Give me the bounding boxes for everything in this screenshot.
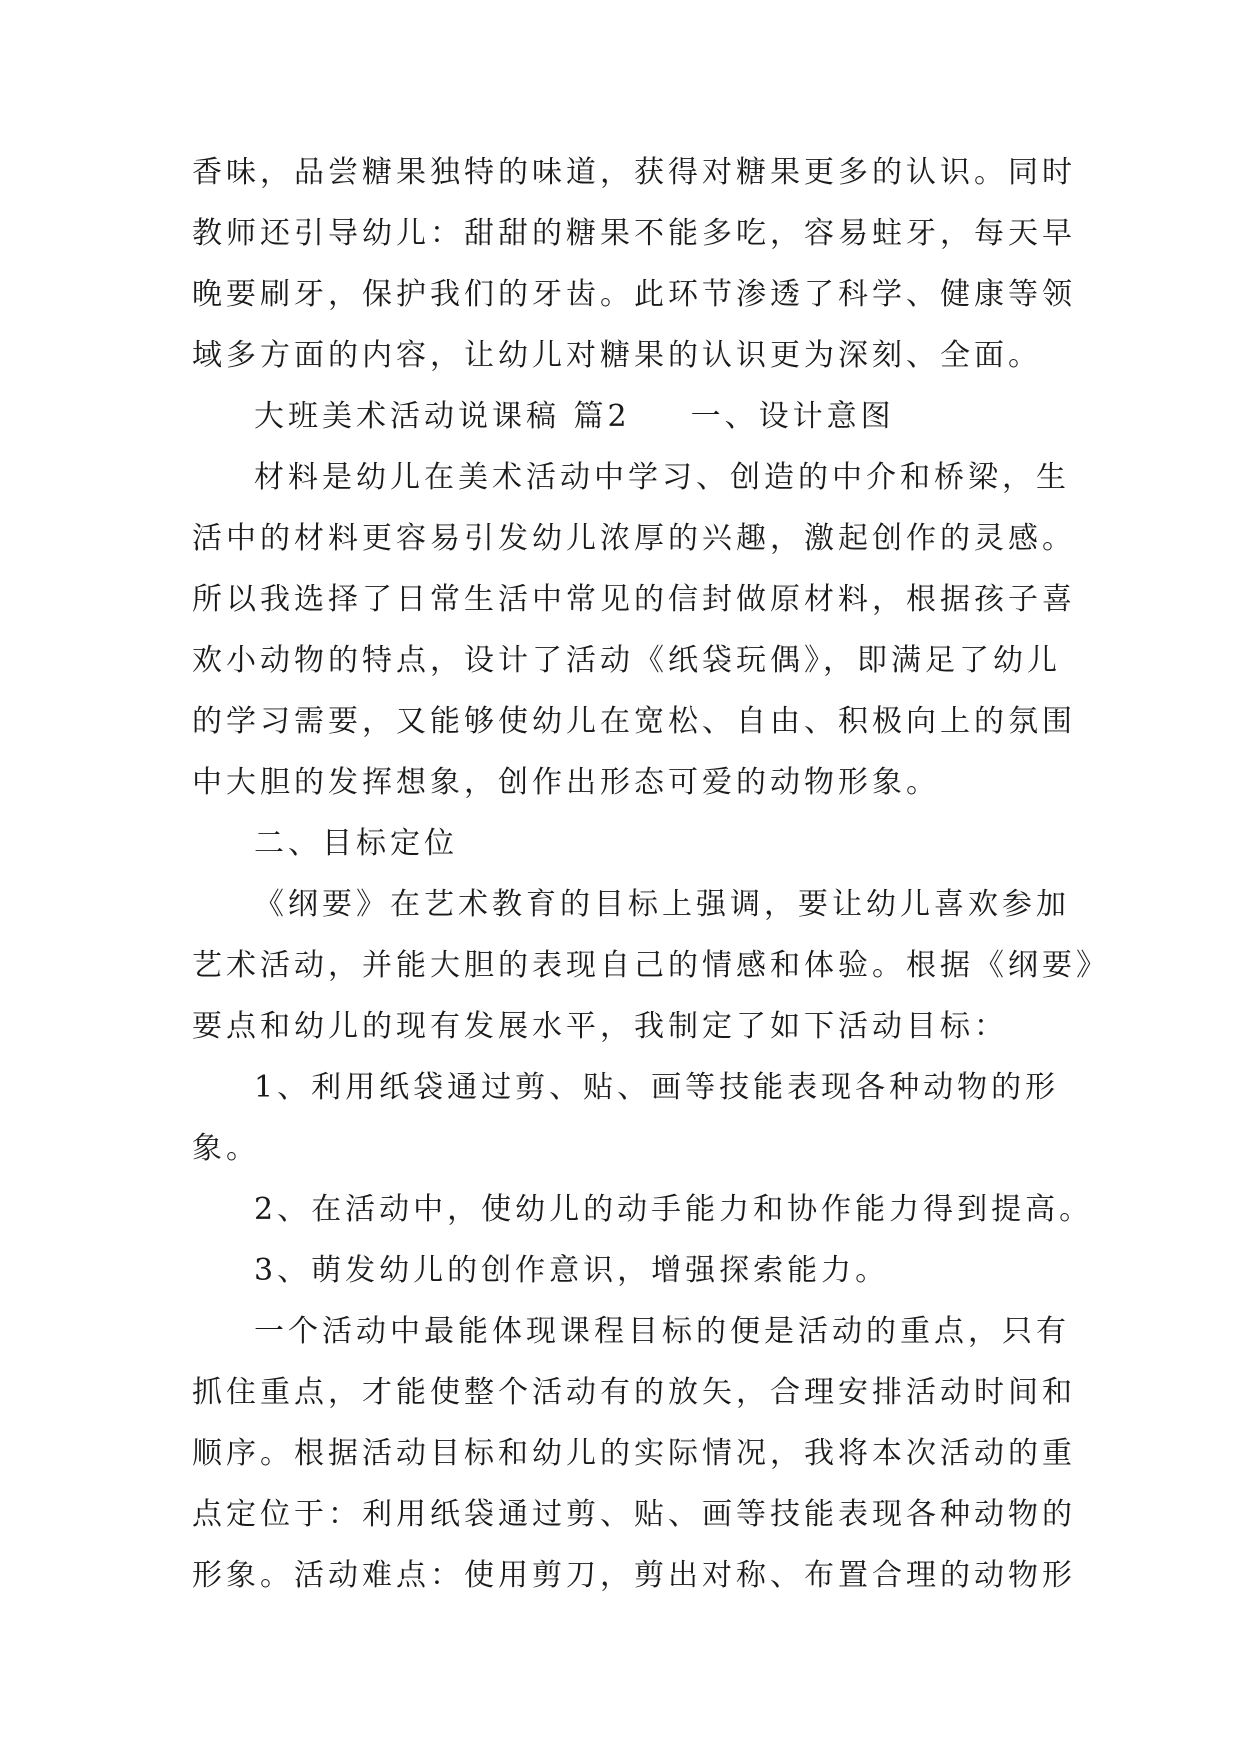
paragraph-line: 晚要刷牙，保护我们的牙齿。此环节渗透了科学、健康等领 bbox=[192, 277, 1076, 312]
list-item: 2、在活动中，使幼儿的动手能力和协作能力得到提高。 bbox=[254, 1192, 1094, 1227]
paragraph-line: 一个活动中最能体现课程目标的便是活动的重点，只有 bbox=[254, 1314, 1070, 1349]
paragraph-line: 香味，品尝糖果独特的味道，获得对糖果更多的认识。同时 bbox=[192, 155, 1076, 190]
paragraph-line: 象。 bbox=[192, 1131, 260, 1166]
list-item: 3、萌发幼儿的创作意识，增强探索能力。 bbox=[254, 1253, 890, 1288]
paragraph-line: 欢小动物的特点，设计了活动《纸袋玩偶》，即满足了幼儿 bbox=[192, 643, 1061, 678]
section-heading: 一、设计意图 bbox=[690, 399, 895, 434]
paragraph-line: 的学习需要，又能够使幼儿在宽松、自由、积极向上的氛围 bbox=[192, 704, 1076, 739]
paragraph-line: 域多方面的内容，让幼儿对糖果的认识更为深刻、全面。 bbox=[192, 338, 1042, 373]
list-item: 1、利用纸袋通过剪、贴、画等技能表现各种动物的形 bbox=[254, 1070, 1060, 1105]
paragraph-line: 艺术活动，并能大胆的表现自己的情感和体验。根据《纲要》 bbox=[192, 948, 1110, 983]
document-body bbox=[192, 142, 1110, 1606]
paragraph-line: 活中的材料更容易引发幼儿浓厚的兴趣，激起创作的灵感。 bbox=[192, 521, 1076, 556]
paragraph-line: 形象。活动难点：使用剪刀，剪出对称、布置合理的动物形 bbox=[192, 1558, 1076, 1593]
paragraph-line: 材料是幼儿在美术活动中学习、创造的中介和桥梁，生 bbox=[254, 460, 1070, 495]
paragraph-line: 抓住重点，才能使整个活动有的放矢，合理安排活动时间和 bbox=[192, 1375, 1076, 1410]
paragraph-line: 中大胆的发挥想象，创作出形态可爱的动物形象。 bbox=[192, 765, 940, 800]
paragraph-line: 顺序。根据活动目标和幼儿的实际情况，我将本次活动的重 bbox=[192, 1436, 1076, 1471]
section-heading: 二、目标定位 bbox=[254, 826, 458, 861]
paragraph-line: 要点和幼儿的现有发展水平，我制定了如下活动目标： bbox=[192, 1009, 1008, 1044]
paragraph-line: 所以我选择了日常生活中常见的信封做原材料，根据孩子喜 bbox=[192, 582, 1076, 617]
paragraph-line: 教师还引导幼儿：甜甜的糖果不能多吃，容易蛀牙，每天早 bbox=[192, 216, 1076, 251]
paragraph-line: 《纲要》在艺术教育的目标上强调，要让幼儿喜欢参加 bbox=[254, 887, 1070, 922]
paragraph-line: 点定位于：利用纸袋通过剪、贴、画等技能表现各种动物的 bbox=[192, 1497, 1076, 1532]
section-heading-line bbox=[192, 386, 1072, 447]
article-title: 大班美术活动说课稿 篇2 bbox=[254, 399, 631, 434]
